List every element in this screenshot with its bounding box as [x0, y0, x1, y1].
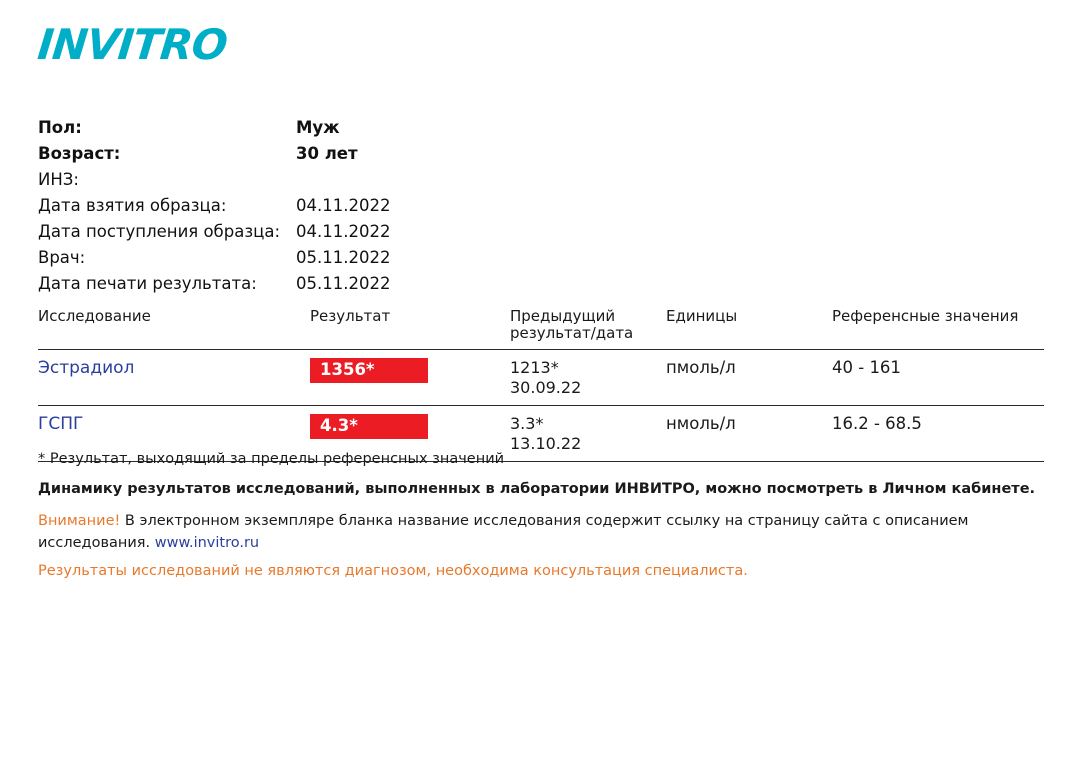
- info-value-age: 30 лет: [296, 144, 358, 163]
- info-row: [38, 248, 658, 274]
- header-test-name: Исследование: [38, 307, 151, 325]
- result-badge: 1356*: [310, 358, 428, 384]
- info-label-sex: Пол:: [38, 118, 82, 137]
- previous-date: 30.09.22: [510, 377, 582, 397]
- cell-units: пмоль/л: [666, 357, 736, 377]
- info-row: [38, 170, 658, 196]
- results-table: [38, 308, 1044, 462]
- info-value-sample-date: 04.11.2022: [296, 196, 391, 215]
- test-name-link[interactable]: ГСПГ: [38, 413, 84, 434]
- header-previous-line1: Предыдущий: [510, 307, 616, 325]
- info-value-doctor: 05.11.2022: [296, 248, 391, 267]
- cell-test-name: [38, 358, 310, 379]
- cell-reference: 40 - 161: [832, 357, 901, 377]
- header-previous: [510, 308, 666, 343]
- info-label-age: Возраст:: [38, 144, 121, 163]
- info-row: [38, 118, 658, 144]
- result-badge: 4.3*: [310, 414, 428, 440]
- invitro-site-link[interactable]: www.invitro.ru: [154, 535, 260, 552]
- invitro-logo: INVITRO: [35, 20, 230, 69]
- info-label-inz: ИНЗ:: [38, 170, 79, 189]
- info-value-received-date: 04.11.2022: [296, 222, 391, 241]
- info-label-doctor: Врач:: [38, 248, 86, 267]
- info-row: [38, 196, 658, 222]
- info-row: [38, 274, 658, 300]
- cell-result: [310, 358, 510, 384]
- table-row: [38, 350, 1044, 406]
- attention-label: Внимание!: [38, 512, 121, 529]
- info-value-sex: Муж: [296, 118, 340, 137]
- header-previous-line2: результат/дата: [510, 324, 634, 343]
- patient-info-block: [38, 118, 658, 300]
- test-name-link[interactable]: Эстрадиол: [38, 357, 135, 378]
- table-header-row: [38, 308, 1044, 350]
- footnote-out-of-range: * Результат, выходящий за пределы референсных значений: [38, 451, 505, 467]
- previous-date: 13.10.22: [510, 433, 582, 453]
- attention-text: В электронном экземпляре бланка название исследования содержит ссылку на страницу сайта с описанием исследования.: [38, 512, 969, 552]
- footnote-attention: [38, 510, 1048, 555]
- footnote-disclaimer: Результаты исследований не являются диагнозом, необходима консультация специалиста.: [38, 562, 748, 579]
- previous-value: 3.3*: [510, 413, 544, 433]
- info-label-print-date: Дата печати результата:: [38, 274, 257, 293]
- info-label-sample-date: Дата взятия образца:: [38, 196, 227, 215]
- footnotes-block: [38, 448, 1048, 587]
- cell-previous: [510, 358, 666, 398]
- info-value-print-date: 05.11.2022: [296, 274, 391, 293]
- header-units: Единицы: [666, 307, 738, 325]
- cell-result: [310, 414, 510, 440]
- info-label-received-date: Дата поступления образца:: [38, 222, 280, 241]
- cell-reference: 16.2 - 68.5: [832, 413, 922, 433]
- footnote-dynamics: Динамику результатов исследований, выполненных в лаборатории ИНВИТРО, можно посмотреть в Личном кабинете.: [38, 481, 1036, 498]
- previous-value: 1213*: [510, 357, 559, 377]
- cell-units: нмоль/л: [666, 413, 736, 433]
- info-row: [38, 144, 658, 170]
- header-reference: Референсные значения: [832, 307, 1019, 325]
- cell-test-name: [38, 414, 310, 435]
- header-result: Результат: [310, 307, 391, 325]
- info-row: [38, 222, 658, 248]
